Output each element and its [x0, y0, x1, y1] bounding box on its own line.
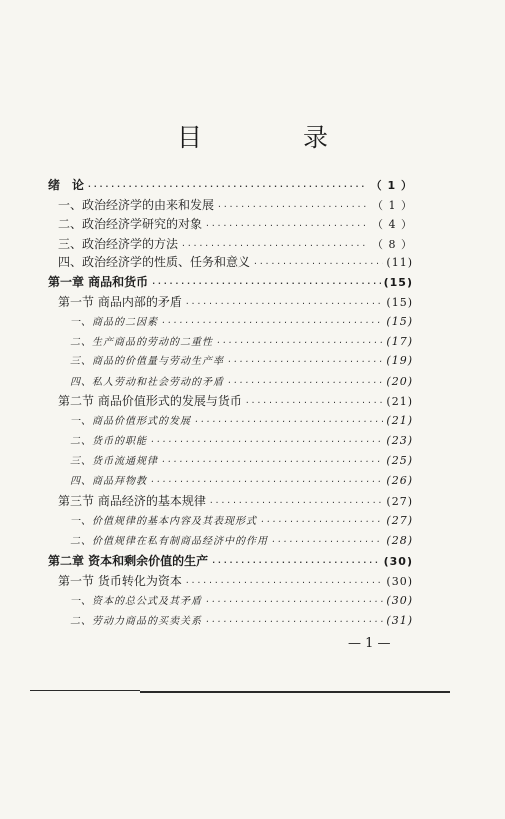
toc-entry-page: (21): [386, 414, 413, 427]
dot-leader: [194, 417, 383, 426]
toc-entry: [58, 196, 413, 214]
toc-entry-label: 绪 论: [48, 178, 85, 192]
toc-entry: [70, 612, 413, 630]
toc-entry-page: (15): [386, 315, 413, 328]
toc-entry-label: 一、资本的总公式及其矛盾: [70, 596, 202, 607]
toc-entry: [58, 392, 413, 410]
dot-leader: [271, 537, 383, 546]
dot-leader: [227, 378, 383, 387]
toc-entry: [58, 253, 413, 271]
toc-entry: [48, 552, 413, 570]
toc-entry: [70, 472, 413, 490]
dot-leader: [185, 299, 384, 308]
toc-entry-label: 一、价值规律的基本内容及其表现形式: [70, 516, 257, 527]
dot-leader: [161, 457, 383, 466]
toc-entry-page: (15): [386, 296, 413, 309]
dot-leader: [227, 357, 383, 366]
toc-entry-label: 第二节 商品价值形式的发展与货币: [58, 394, 242, 408]
toc-entry: [58, 572, 413, 590]
toc-entry-page: (26): [386, 474, 413, 487]
toc-entry-label: 一、商品价值形式的发展: [70, 416, 191, 427]
toc-entry-label: 二、政治经济学研究的对象: [58, 217, 203, 231]
dot-leader: [185, 578, 384, 587]
dot-leader: [87, 182, 368, 191]
toc-entry: [70, 532, 413, 550]
toc-entry-page: (27): [386, 514, 413, 527]
dot-leader: [151, 279, 380, 288]
toc-entry: [58, 293, 413, 311]
toc-entry: [70, 313, 413, 331]
page-number: — 1 —: [348, 636, 391, 651]
toc-entry-label: 二、价值规律在私有制商品经济中的作用: [70, 536, 268, 547]
toc-entry: [70, 452, 413, 470]
toc-entry-label: 三、政治经济学的方法: [58, 237, 179, 251]
dot-leader: [181, 241, 369, 250]
toc-entry-page: (28): [386, 534, 413, 547]
bottom-rule-left: [30, 690, 140, 691]
toc-entry-page: (30): [386, 575, 413, 588]
toc-entry-label: 四、私人劳动和社会劳动的矛盾: [70, 377, 224, 388]
toc-entry-page: (30): [383, 555, 413, 568]
toc-entry-page: (11): [386, 256, 413, 269]
toc-entry-label: 第一章 商品和货币: [48, 275, 149, 289]
toc-entry-label: 第二章 资本和剩余价值的生产: [48, 554, 209, 568]
toc-entry-page: (31): [386, 614, 413, 627]
toc-entry: [58, 215, 413, 233]
toc-entry: [48, 273, 413, 291]
toc-entry-page: (21): [386, 395, 413, 408]
toc-entry-page: (25): [386, 454, 413, 467]
toc-entry-label: 第三节 商品经济的基本规律: [58, 494, 206, 508]
toc-entry: [70, 412, 413, 430]
toc-entry-page: (19): [386, 354, 413, 367]
toc-entry: [70, 592, 413, 610]
toc-entry-page: (20): [386, 375, 413, 388]
toc-entry-page: (27): [386, 495, 413, 508]
toc-entry-page: （ 4 ）: [372, 218, 413, 231]
toc-entry: [70, 373, 413, 391]
toc-entry-label: 四、商品拜物教: [70, 476, 147, 487]
toc-entry-label: 一、商品的二因素: [70, 317, 158, 328]
page-title: 目 录: [176, 123, 366, 152]
toc-entry-page: （ 1 ）: [370, 179, 413, 192]
dot-leader: [161, 318, 383, 327]
toc-entry: [70, 512, 413, 530]
toc-entry-page: （ 8 ）: [372, 238, 413, 251]
toc-entry-page: (30): [386, 594, 413, 607]
toc-entry-label: 第一节 商品内部的矛盾: [58, 295, 182, 309]
dot-leader: [209, 498, 384, 507]
toc-entry: [70, 333, 413, 351]
toc-entry-page: （ 1 ）: [372, 199, 413, 212]
toc-entry: [58, 492, 413, 510]
dot-leader: [253, 259, 383, 268]
toc-entry-page: (17): [386, 335, 413, 348]
toc-entry-page: (15): [383, 276, 413, 289]
dot-leader: [205, 617, 383, 626]
toc-entry-label: 四、政治经济学的性质、任务和意义: [58, 255, 251, 269]
toc-entry-label: 第一节 货币转化为资本: [58, 574, 182, 588]
dot-leader: [150, 437, 383, 446]
bottom-rule-right: [140, 691, 450, 693]
dot-leader: [150, 477, 383, 486]
toc-entry: [70, 432, 413, 450]
toc-entry-label: 一、政治经济学的由来和发展: [58, 198, 215, 212]
dot-leader: [217, 202, 369, 211]
dot-leader: [245, 398, 384, 407]
toc-entry: [70, 352, 413, 370]
toc-entry-label: 二、劳动力商品的买卖关系: [70, 616, 202, 627]
dot-leader: [216, 338, 383, 347]
toc-entry-label: 三、货币流通规律: [70, 456, 158, 467]
toc-entry: [48, 176, 413, 194]
toc-entry: [58, 235, 413, 253]
dot-leader: [205, 221, 369, 230]
toc-entry-label: 二、货币的职能: [70, 436, 147, 447]
dot-leader: [260, 517, 383, 526]
toc-entry-page: (23): [386, 434, 413, 447]
toc-entry-label: 二、生产商品的劳动的二重性: [70, 337, 213, 348]
dot-leader: [205, 597, 383, 606]
toc-entry-label: 三、商品的价值量与劳动生产率: [70, 356, 224, 367]
dot-leader: [211, 558, 380, 567]
